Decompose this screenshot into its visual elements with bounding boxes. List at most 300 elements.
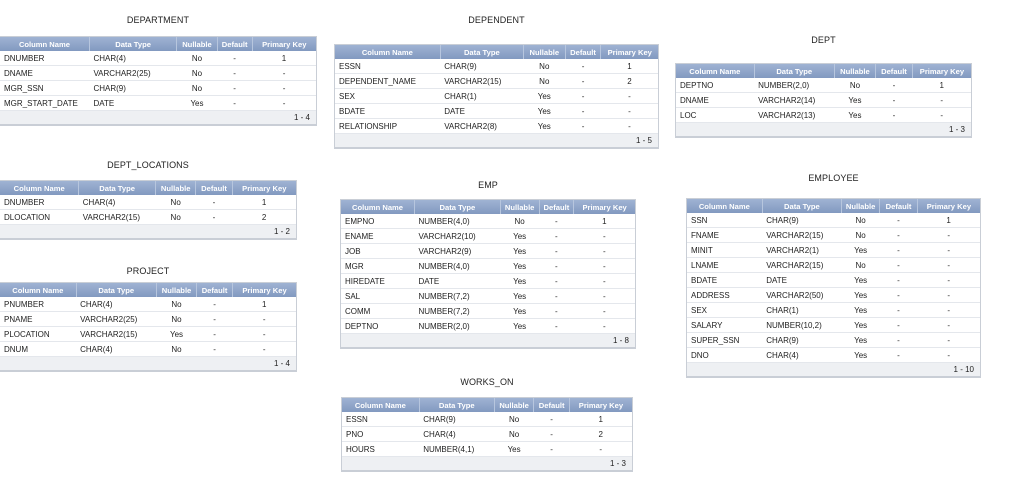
cell-primary-key: - [233, 312, 296, 327]
cell-data-type: VARCHAR2(14) [754, 93, 834, 108]
schema-table [0, 283, 296, 371]
cell-primary-key: - [912, 93, 971, 108]
cell-column-name: MGR_SSN [0, 81, 89, 96]
cell-nullable: No [155, 210, 195, 225]
cell-data-type: VARCHAR2(25) [76, 312, 156, 327]
cell-nullable: Yes [500, 274, 539, 289]
table-footer [0, 111, 316, 125]
table-row [0, 96, 316, 111]
table-row [0, 297, 296, 312]
cell-default: - [539, 274, 574, 289]
column-header-primary-key[interactable]: Primary Key [917, 199, 980, 213]
cell-data-type: VARCHAR2(9) [415, 244, 501, 259]
cell-column-name: ESSN [342, 412, 419, 427]
cell-column-name: HIREDATE [341, 274, 415, 289]
cell-nullable: Yes [842, 348, 880, 363]
cell-default: - [539, 319, 574, 334]
cell-default: - [565, 59, 601, 74]
schema-table [0, 37, 316, 125]
cell-default: - [880, 273, 918, 288]
cell-column-name: DNUMBER [0, 195, 79, 210]
column-header-data-type[interactable]: Data Type [415, 200, 501, 214]
table-row [0, 312, 296, 327]
cell-default: - [565, 89, 601, 104]
table-title: DEPT [811, 35, 836, 45]
cell-data-type: VARCHAR2(15) [762, 228, 841, 243]
column-header-data-type[interactable]: Data Type [419, 398, 494, 412]
cell-column-name: SAL [341, 289, 415, 304]
cell-default: - [196, 195, 232, 210]
cell-nullable: No [177, 66, 217, 81]
cell-primary-key: - [912, 108, 971, 123]
cell-nullable: No [156, 312, 196, 327]
cell-data-type: VARCHAR2(15) [762, 258, 841, 273]
column-header-nullable[interactable]: Nullable [494, 398, 534, 412]
cell-data-type: CHAR(1) [440, 89, 523, 104]
column-header-primary-key[interactable]: Primary Key [232, 181, 296, 195]
header-row [342, 398, 632, 412]
cell-column-name: BDATE [335, 104, 440, 119]
cell-primary-key: - [252, 96, 316, 111]
table-title: PROJECT [126, 266, 170, 276]
cell-default: - [565, 74, 601, 89]
table-title: DEPARTMENT [126, 15, 190, 25]
cell-data-type: VARCHAR2(15) [440, 74, 523, 89]
cell-default: - [217, 51, 252, 66]
row-range-label: 1 - 4 [0, 357, 296, 371]
column-header-nullable[interactable]: Nullable [177, 37, 217, 51]
cell-default: - [534, 442, 569, 457]
cell-primary-key: - [574, 304, 635, 319]
table-row [342, 427, 632, 442]
column-header-column-name[interactable]: Column Name [687, 199, 762, 213]
cell-primary-key: 1 [601, 59, 658, 74]
header-row [0, 283, 296, 297]
cell-primary-key: 2 [601, 74, 658, 89]
table-row [687, 228, 980, 243]
column-header-data-type[interactable]: Data Type [762, 199, 841, 213]
cell-column-name: MGR_START_DATE [0, 96, 89, 111]
cell-data-type: VARCHAR2(25) [89, 66, 176, 81]
table-row [341, 214, 635, 229]
cell-column-name: SUPER_SSN [687, 333, 762, 348]
cell-data-type: VARCHAR2(10) [415, 229, 501, 244]
table-title: EMPLOYEE [808, 173, 859, 183]
cell-data-type: CHAR(4) [762, 348, 841, 363]
table-row [341, 304, 635, 319]
cell-column-name: SEX [335, 89, 440, 104]
column-header-default[interactable]: Default [217, 37, 252, 51]
cell-data-type: CHAR(4) [79, 195, 156, 210]
cell-nullable: No [500, 214, 539, 229]
cell-data-type: CHAR(9) [440, 59, 523, 74]
cell-column-name: SSN [687, 213, 762, 228]
schema-table [0, 181, 296, 239]
table-row [335, 74, 658, 89]
cell-column-name: DEPTNO [676, 78, 754, 93]
cell-data-type: CHAR(4) [89, 51, 176, 66]
cell-data-type: CHAR(9) [762, 333, 841, 348]
column-header-column-name[interactable]: Column Name [676, 64, 754, 78]
column-header-data-type[interactable]: Data Type [440, 45, 523, 59]
column-header-data-type[interactable]: Data Type [89, 37, 176, 51]
cell-column-name: RELATIONSHIP [335, 119, 440, 134]
table-row [0, 66, 316, 81]
column-header-data-type[interactable]: Data Type [76, 283, 156, 297]
header-row [0, 37, 316, 51]
row-range-label: 1 - 4 [0, 111, 316, 125]
cell-data-type: DATE [415, 274, 501, 289]
cell-primary-key: 1 [252, 51, 316, 66]
cell-primary-key: - [917, 228, 980, 243]
table-row [335, 89, 658, 104]
column-header-column-name[interactable]: Column Name [342, 398, 419, 412]
table-row [0, 51, 316, 66]
column-header-primary-key[interactable]: Primary Key [233, 283, 296, 297]
row-range-label: 1 - 5 [335, 134, 658, 148]
cell-default: - [880, 213, 918, 228]
cell-primary-key: - [601, 89, 658, 104]
cell-default: - [197, 342, 233, 357]
table-row [342, 442, 632, 457]
column-header-nullable[interactable]: Nullable [523, 45, 565, 59]
cell-nullable: No [842, 258, 880, 273]
column-header-primary-key[interactable]: Primary Key [601, 45, 658, 59]
cell-nullable: Yes [523, 104, 565, 119]
cell-primary-key: 2 [232, 210, 296, 225]
schema-table [335, 45, 658, 148]
column-header-default[interactable]: Default [565, 45, 601, 59]
table-row [341, 229, 635, 244]
cell-data-type: NUMBER(2,0) [415, 319, 501, 334]
cell-column-name: EMPNO [341, 214, 415, 229]
cell-column-name: DLOCATION [0, 210, 79, 225]
table-footer [0, 357, 296, 371]
table-row [687, 303, 980, 318]
column-header-nullable[interactable]: Nullable [155, 181, 195, 195]
cell-data-type: DATE [762, 273, 841, 288]
table-row [341, 259, 635, 274]
cell-nullable: No [842, 228, 880, 243]
table-row [0, 342, 296, 357]
table-row [687, 213, 980, 228]
column-header-column-name[interactable]: Column Name [0, 283, 76, 297]
cell-default: - [539, 244, 574, 259]
cell-nullable: Yes [523, 89, 565, 104]
cell-nullable: No [155, 195, 195, 210]
cell-nullable: No [842, 213, 880, 228]
schema-table [687, 199, 980, 377]
cell-primary-key: - [917, 258, 980, 273]
cell-primary-key: 1 [917, 213, 980, 228]
cell-default: - [880, 288, 918, 303]
row-range-label: 1 - 2 [0, 225, 296, 239]
cell-default: - [217, 96, 252, 111]
cell-default: - [539, 289, 574, 304]
cell-data-type: CHAR(1) [762, 303, 841, 318]
cell-nullable: Yes [156, 327, 196, 342]
cell-default: - [539, 214, 574, 229]
cell-nullable: Yes [500, 229, 539, 244]
cell-nullable: Yes [842, 318, 880, 333]
cell-primary-key: - [601, 119, 658, 134]
cell-primary-key: - [917, 303, 980, 318]
cell-nullable: Yes [842, 288, 880, 303]
table-footer [676, 123, 971, 137]
table-row [0, 210, 296, 225]
table-row [0, 195, 296, 210]
row-range-label: 1 - 3 [342, 457, 632, 471]
cell-default: - [197, 297, 233, 312]
column-header-primary-key[interactable]: Primary Key [912, 64, 971, 78]
column-header-column-name[interactable]: Column Name [341, 200, 415, 214]
cell-nullable: No [177, 51, 217, 66]
header-row [341, 200, 635, 214]
cell-column-name: ENAME [341, 229, 415, 244]
cell-primary-key: - [569, 442, 632, 457]
cell-default: - [880, 348, 918, 363]
header-row [687, 199, 980, 213]
cell-data-type: VARCHAR2(8) [440, 119, 523, 134]
column-header-nullable[interactable]: Nullable [156, 283, 196, 297]
cell-nullable: Yes [834, 108, 875, 123]
cell-primary-key: - [574, 274, 635, 289]
cell-primary-key: - [574, 259, 635, 274]
table-title: WORKS_ON [460, 377, 514, 387]
cell-default: - [880, 333, 918, 348]
cell-nullable: Yes [834, 93, 875, 108]
column-header-column-name[interactable]: Column Name [335, 45, 440, 59]
cell-nullable: Yes [842, 303, 880, 318]
cell-primary-key: - [233, 342, 296, 357]
cell-primary-key: 1 [569, 412, 632, 427]
cell-data-type: CHAR(9) [89, 81, 176, 96]
cell-primary-key: 1 [574, 214, 635, 229]
cell-column-name: DEPTNO [341, 319, 415, 334]
cell-default: - [880, 258, 918, 273]
cell-data-type: NUMBER(4,0) [415, 214, 501, 229]
cell-data-type: NUMBER(7,2) [415, 289, 501, 304]
table-row [0, 81, 316, 96]
row-range-label: 1 - 8 [341, 334, 635, 348]
cell-data-type: VARCHAR2(1) [762, 243, 841, 258]
column-header-default[interactable]: Default [539, 200, 574, 214]
cell-primary-key: 1 [233, 297, 296, 312]
cell-default: - [880, 303, 918, 318]
cell-column-name: HOURS [342, 442, 419, 457]
cell-column-name: ADDRESS [687, 288, 762, 303]
row-range-label: 1 - 10 [687, 363, 980, 377]
cell-primary-key: 1 [232, 195, 296, 210]
schema-table [676, 64, 971, 137]
table-footer [342, 457, 632, 471]
cell-nullable: Yes [500, 244, 539, 259]
cell-column-name: DNAME [676, 93, 754, 108]
cell-data-type: CHAR(4) [419, 427, 494, 442]
cell-primary-key: 2 [569, 427, 632, 442]
cell-primary-key: - [917, 348, 980, 363]
cell-default: - [197, 327, 233, 342]
column-header-nullable[interactable]: Nullable [834, 64, 875, 78]
cell-nullable: Yes [842, 273, 880, 288]
cell-primary-key: - [917, 333, 980, 348]
cell-nullable: No [494, 427, 534, 442]
cell-data-type: DATE [440, 104, 523, 119]
table-row [341, 289, 635, 304]
table-row [676, 93, 971, 108]
cell-column-name: SALARY [687, 318, 762, 333]
table-row [687, 333, 980, 348]
table-footer [341, 334, 635, 348]
table-row [0, 327, 296, 342]
cell-default: - [534, 427, 569, 442]
table-row [342, 412, 632, 427]
header-row [676, 64, 971, 78]
column-header-default[interactable]: Default [197, 283, 233, 297]
cell-column-name: LOC [676, 108, 754, 123]
cell-nullable: Yes [842, 333, 880, 348]
cell-default: - [876, 93, 913, 108]
table-row [341, 319, 635, 334]
cell-default: - [539, 229, 574, 244]
cell-column-name: FNAME [687, 228, 762, 243]
column-header-default[interactable]: Default [196, 181, 232, 195]
cell-primary-key: - [574, 319, 635, 334]
column-header-primary-key[interactable]: Primary Key [569, 398, 632, 412]
column-header-default[interactable]: Default [876, 64, 913, 78]
cell-column-name: PLOCATION [0, 327, 76, 342]
cell-data-type: NUMBER(4,0) [415, 259, 501, 274]
cell-nullable: Yes [494, 442, 534, 457]
table-row [676, 78, 971, 93]
row-range-label: 1 - 3 [676, 123, 971, 137]
table-footer [335, 134, 658, 148]
cell-primary-key: - [574, 244, 635, 259]
cell-nullable: No [834, 78, 875, 93]
cell-column-name: DNUMBER [0, 51, 89, 66]
cell-nullable: No [494, 412, 534, 427]
cell-data-type: NUMBER(2,0) [754, 78, 834, 93]
cell-data-type: CHAR(4) [76, 342, 156, 357]
header-row [335, 45, 658, 59]
table-footer [0, 225, 296, 239]
cell-nullable: Yes [523, 119, 565, 134]
column-header-data-type[interactable]: Data Type [79, 181, 156, 195]
cell-primary-key: - [233, 327, 296, 342]
cell-nullable: No [523, 59, 565, 74]
cell-column-name: PNO [342, 427, 419, 442]
cell-data-type: VARCHAR2(13) [754, 108, 834, 123]
cell-primary-key: - [917, 243, 980, 258]
cell-primary-key: - [252, 81, 316, 96]
cell-data-type: CHAR(4) [76, 297, 156, 312]
table-row [335, 104, 658, 119]
column-header-column-name[interactable]: Column Name [0, 181, 79, 195]
table-row [335, 59, 658, 74]
cell-primary-key: - [574, 289, 635, 304]
table-row [687, 318, 980, 333]
cell-nullable: No [156, 297, 196, 312]
cell-column-name: DNO [687, 348, 762, 363]
cell-column-name: PNUMBER [0, 297, 76, 312]
table-row [687, 243, 980, 258]
cell-column-name: MINIT [687, 243, 762, 258]
cell-column-name: ESSN [335, 59, 440, 74]
table-row [687, 258, 980, 273]
cell-column-name: JOB [341, 244, 415, 259]
cell-nullable: No [156, 342, 196, 357]
cell-column-name: COMM [341, 304, 415, 319]
cell-nullable: Yes [500, 319, 539, 334]
table-row [687, 288, 980, 303]
cell-default: - [197, 312, 233, 327]
cell-default: - [539, 304, 574, 319]
cell-column-name: DNAME [0, 66, 89, 81]
table-row [687, 273, 980, 288]
column-header-nullable[interactable]: Nullable [842, 199, 880, 213]
column-header-data-type[interactable]: Data Type [754, 64, 834, 78]
cell-default: - [880, 318, 918, 333]
cell-column-name: DEPENDENT_NAME [335, 74, 440, 89]
schema-table [342, 398, 632, 471]
cell-data-type: VARCHAR2(50) [762, 288, 841, 303]
table-row [341, 244, 635, 259]
table-title: EMP [478, 180, 498, 190]
cell-primary-key: - [917, 318, 980, 333]
cell-primary-key: - [574, 229, 635, 244]
column-header-primary-key[interactable]: Primary Key [252, 37, 316, 51]
cell-primary-key: - [917, 288, 980, 303]
cell-data-type: DATE [89, 96, 176, 111]
column-header-primary-key[interactable]: Primary Key [574, 200, 635, 214]
cell-nullable: Yes [842, 243, 880, 258]
cell-data-type: VARCHAR2(15) [79, 210, 156, 225]
cell-nullable: Yes [500, 289, 539, 304]
cell-column-name: BDATE [687, 273, 762, 288]
column-header-default[interactable]: Default [880, 199, 918, 213]
cell-column-name: PNAME [0, 312, 76, 327]
cell-nullable: No [177, 81, 217, 96]
cell-data-type: NUMBER(4,1) [419, 442, 494, 457]
cell-primary-key: - [917, 273, 980, 288]
column-header-nullable[interactable]: Nullable [500, 200, 539, 214]
cell-default: - [880, 228, 918, 243]
cell-primary-key: 1 [912, 78, 971, 93]
table-title: DEPT_LOCATIONS [107, 160, 189, 170]
cell-column-name: SEX [687, 303, 762, 318]
cell-nullable: Yes [177, 96, 217, 111]
cell-default: - [565, 119, 601, 134]
table-row [687, 348, 980, 363]
cell-column-name: DNUM [0, 342, 76, 357]
cell-nullable: No [523, 74, 565, 89]
column-header-default[interactable]: Default [534, 398, 569, 412]
table-row [341, 274, 635, 289]
cell-nullable: Yes [500, 259, 539, 274]
cell-default: - [217, 66, 252, 81]
table-title: DEPENDENT [468, 15, 525, 25]
cell-default: - [876, 78, 913, 93]
cell-data-type: CHAR(9) [419, 412, 494, 427]
cell-default: - [539, 259, 574, 274]
cell-primary-key: - [601, 104, 658, 119]
table-row [676, 108, 971, 123]
table-row [335, 119, 658, 134]
column-header-column-name[interactable]: Column Name [0, 37, 89, 51]
cell-data-type: CHAR(9) [762, 213, 841, 228]
cell-primary-key: - [252, 66, 316, 81]
header-row [0, 181, 296, 195]
